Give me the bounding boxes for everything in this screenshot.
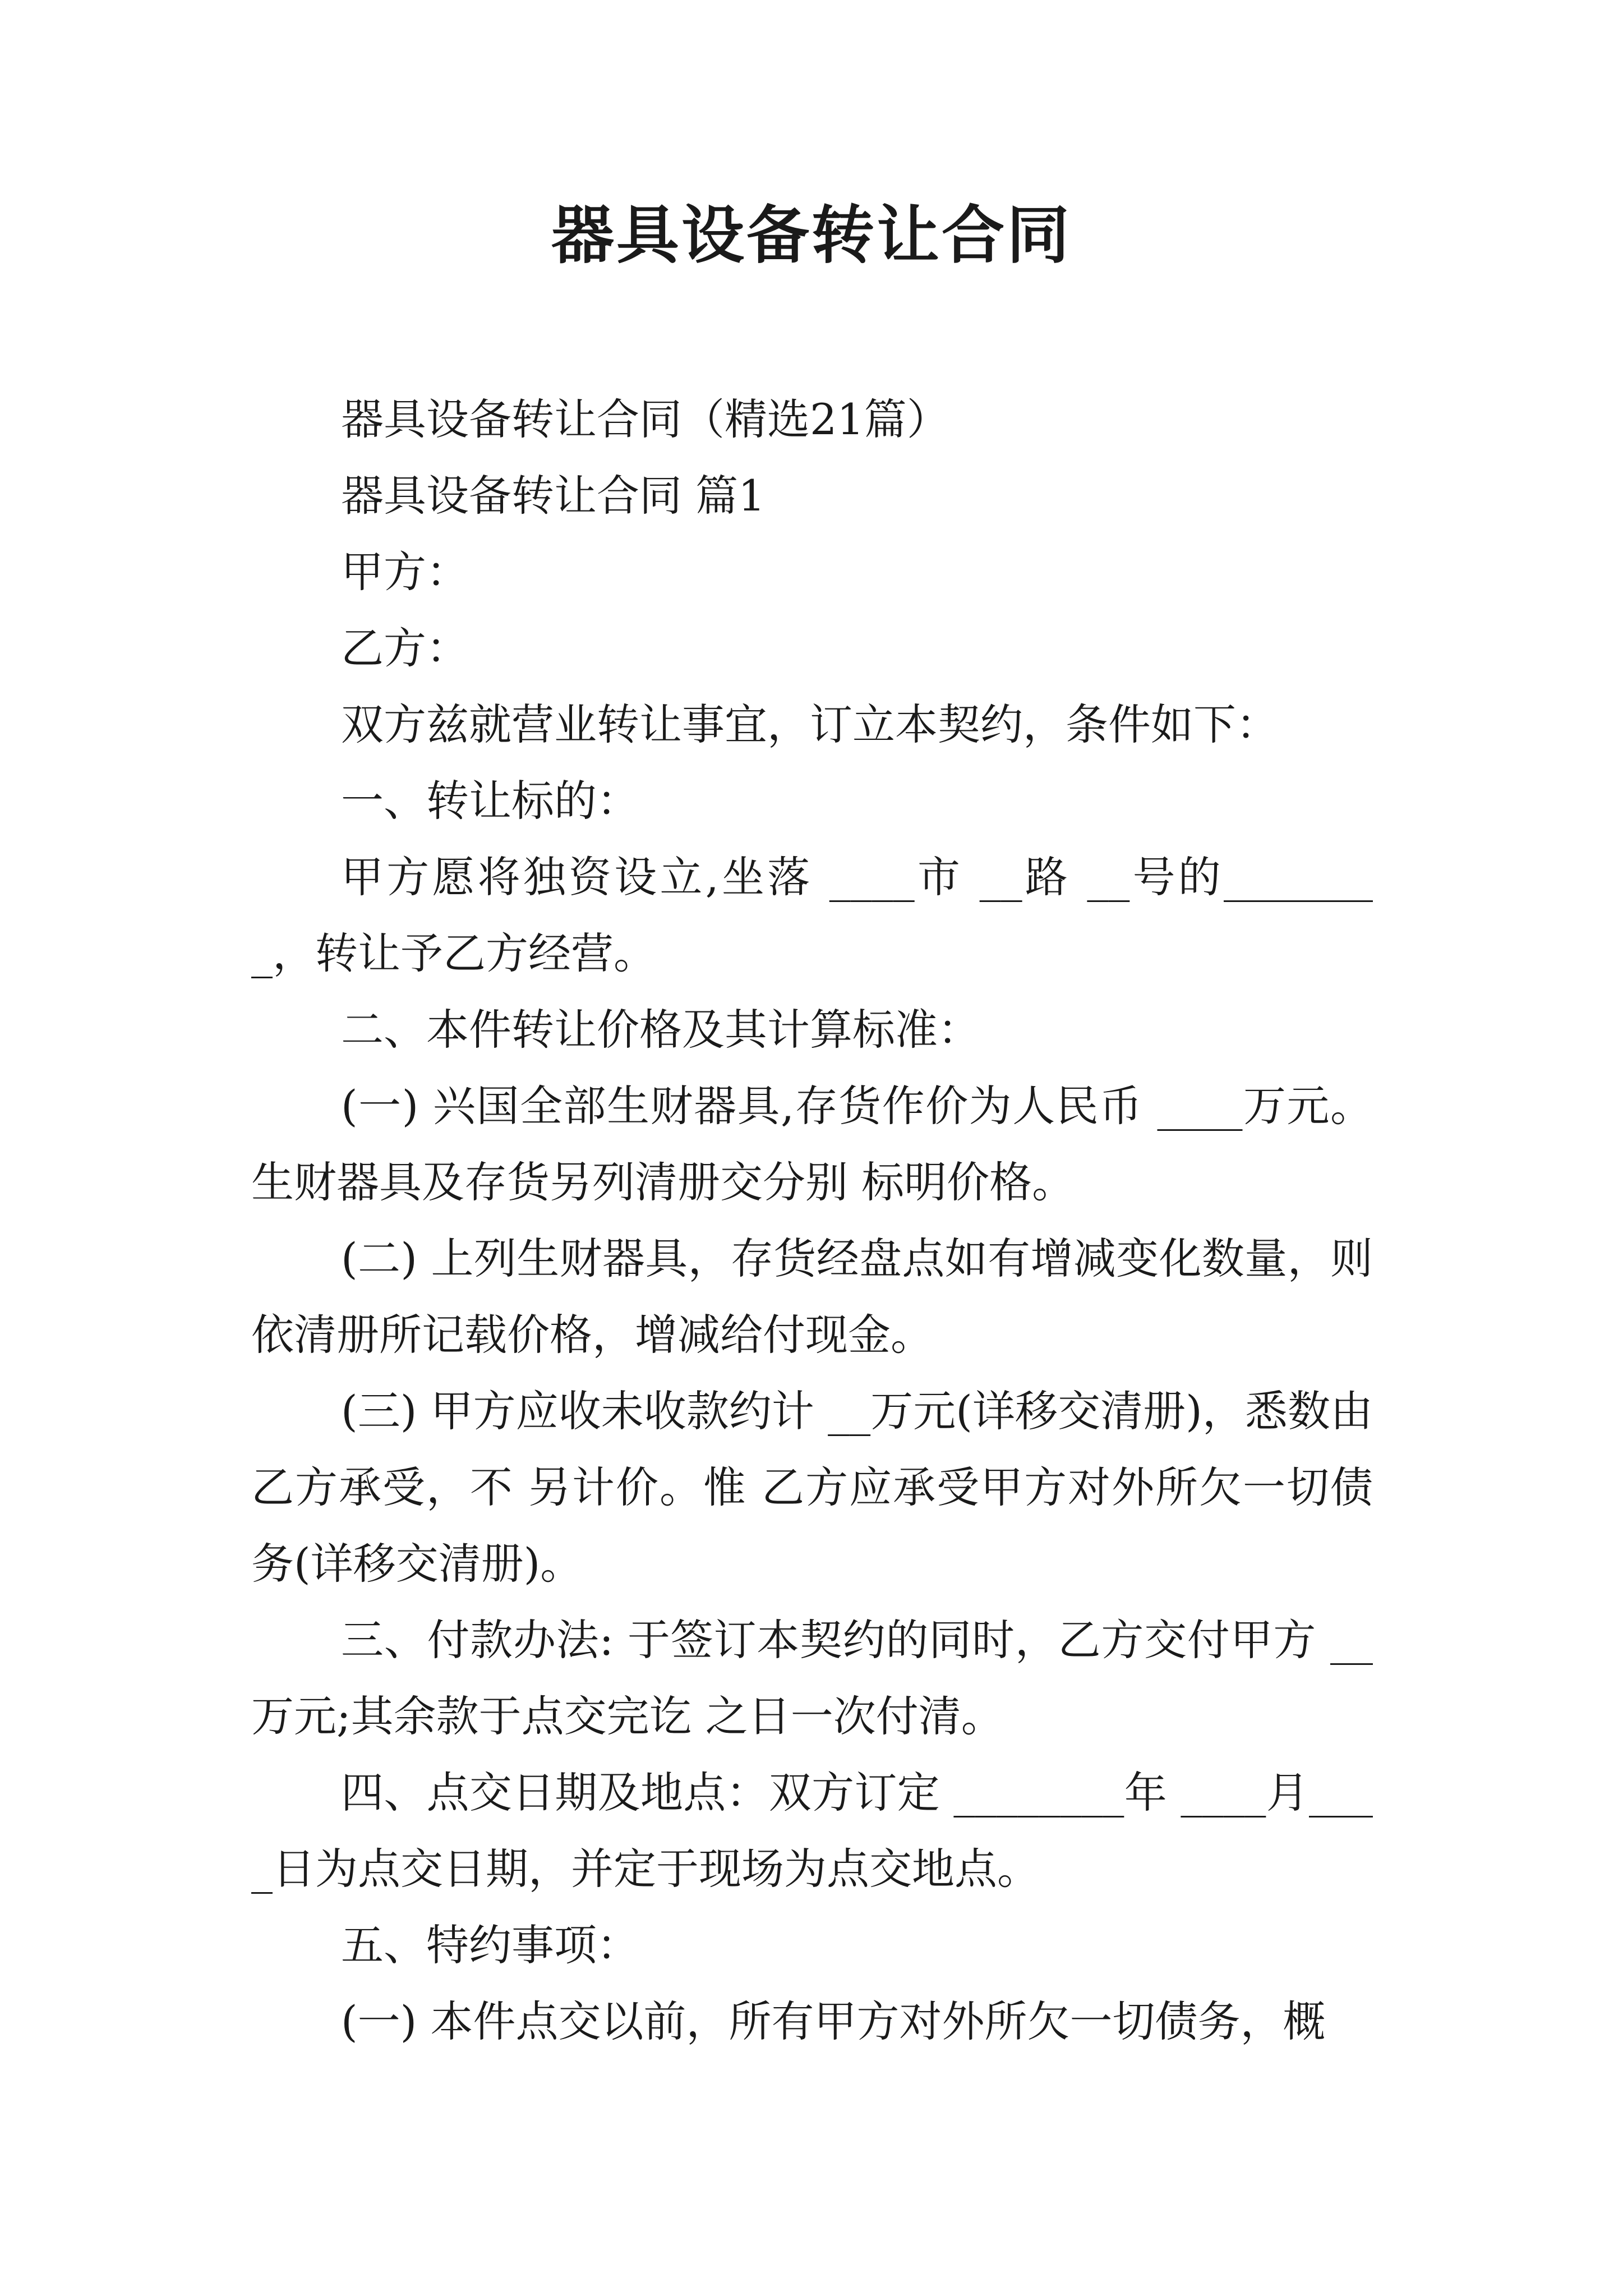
paragraph-clause-4: 四、点交日期及地点：双方订定 ________年 ____月____日为点交日期，并定于现场为点交地点。 [251,1768,1373,1894]
paragraph-clause-1-heading: 一、转让标的： [341,776,639,826]
paragraph-clause-2-heading: 二、本件转让价格及其计算标准： [341,1005,980,1055]
paragraph-subtitle: 器具设备转让合同（精选21篇） [341,394,949,444]
paragraph-clause-2-item-1: (一) 兴国全部生财器具,存货作价为人民币 ____万元。生财器具及存货另列清册交分别 标明价格。 [251,1081,1373,1207]
paragraph-section-heading: 器具设备转让合同 篇1 [341,471,766,521]
paragraph-party-a: 甲方： [341,547,469,597]
paragraph-clause-5-item-1: (一) 本件点交以前，所有甲方对外所欠一切债务，概 [341,1996,1326,2046]
paragraph-preamble: 双方兹就营业转让事宜，订立本契约，条件如下： [341,700,1279,749]
paragraph-clause-1-body: 甲方愿将独资设立,坐落 ____市 __路 __号的________，转让予乙方经营。 [251,852,1373,978]
paragraph-clause-2-item-3: (三) 甲方应收未收款约计 __万元(详移交清册)，悉数由乙方承受，不 另计价。惟 乙方应承受甲方对外所欠一切债务(详移交清册)。 [251,1386,1373,1589]
paragraph-clause-5-heading: 五、特约事项： [341,1920,639,1970]
paragraph-party-b: 乙方： [341,623,469,673]
paragraph-clause-2-item-2: (二) 上列生财器具，存货经盘点如有增减变化数量，则依清册所记载价格，增减给付现金。 [251,1234,1373,1360]
document-title: 器具设备转让合同 [551,199,1072,272]
document-body [251,381,1373,2060]
paragraph-clause-3: 三、付款办法: 于签订本契约的同时，乙方交付甲方 __万元;其余款于点交完讫 之日一次付清。 [251,1615,1373,1741]
